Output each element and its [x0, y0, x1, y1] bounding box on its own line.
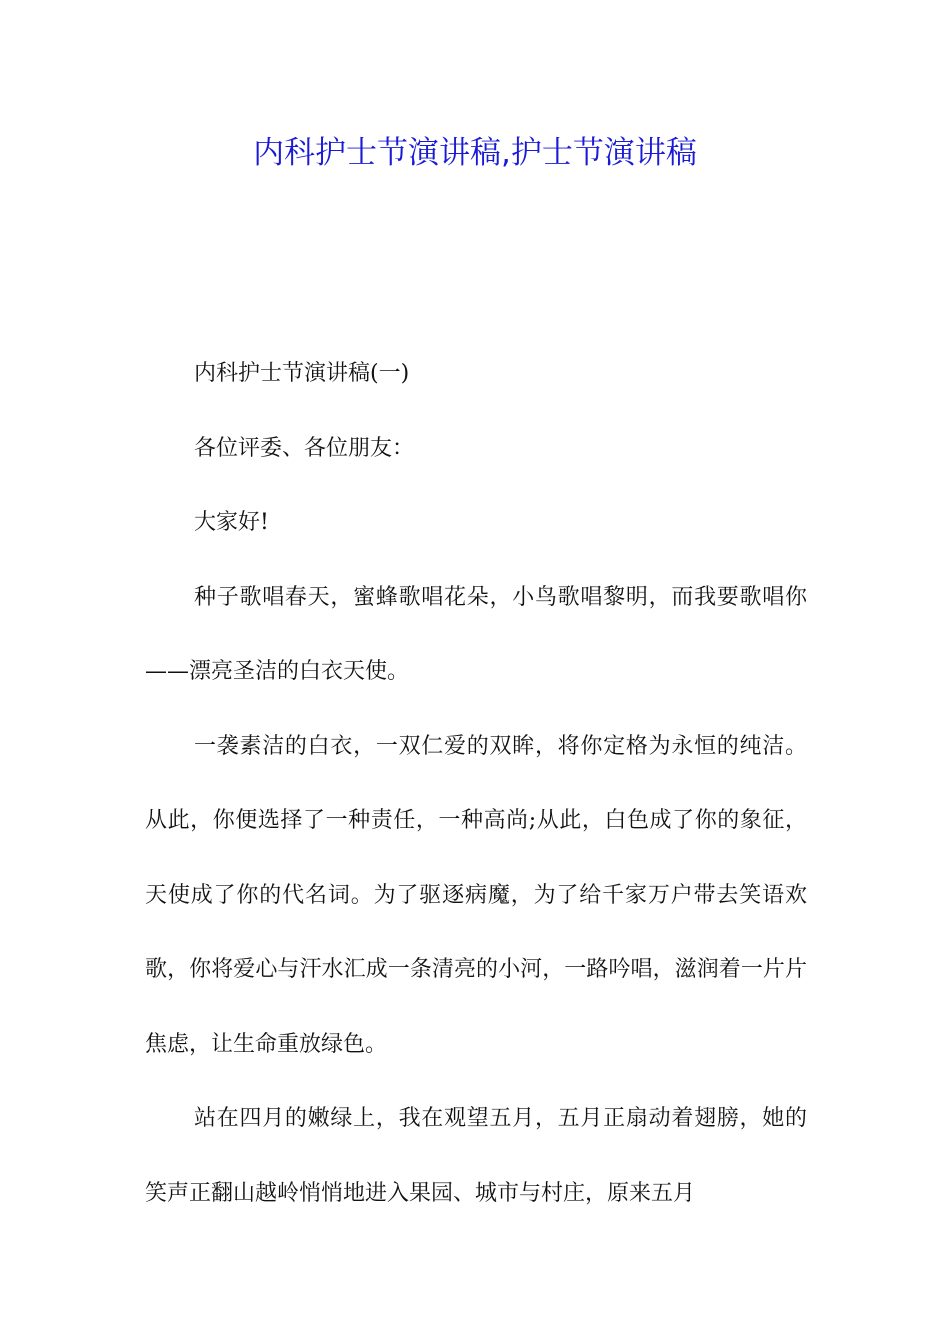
paragraph-heading: 内科护士节演讲稿(一) [194, 361, 410, 386]
document-title: 内科护士节演讲稿,护士节演讲稿 [253, 135, 697, 171]
paragraph-greeting: 大家好! [194, 510, 269, 535]
paragraph: 一袭素洁的白衣，一双仁爱的双眸，将你定格为永恒的纯洁。从此，你便选择了一种责任，一种高尚;从此，白色成了你的象征，天使成了你的代名词。为了驱逐病魔，为了给千家万户带去笑语欢歌，你将爱心与汗水汇成一条清亮的小河，一路吟唱，滋润着一片片焦虑，让生命重放绿色。 [145, 733, 807, 1057]
document-body [145, 337, 807, 1231]
paragraph-salutation: 各位评委、各位朋友： [194, 435, 415, 461]
paragraph: 站在四月的嫩绿上，我在观望五月，五月正扇动着翅膀，她的笑声正翻山越岭悄悄地进入果园、城市与村庄，原来五月 [145, 1106, 807, 1206]
paragraph: 种子歌唱春天，蜜蜂歌唱花朵，小鸟歌唱黎明，而我要歌唱你——漂亮圣洁的白衣天使。 [145, 584, 807, 684]
